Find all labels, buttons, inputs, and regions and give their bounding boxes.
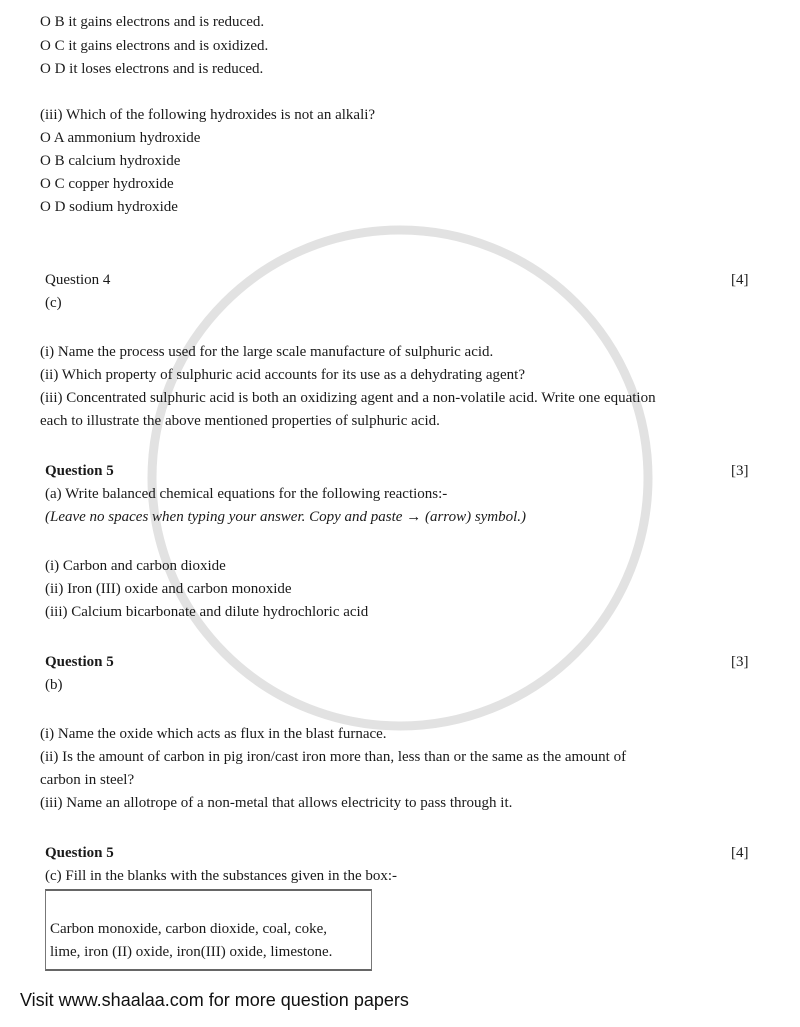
box-line: lime, iron (II) oxide, iron(III) oxide, limestone.	[50, 944, 333, 960]
question-line: carbon in steel?	[40, 772, 135, 788]
question-line: (iii) Concentrated sulphuric acid is both an oxidizing agent and a non-volatile acid. Write one equation	[40, 390, 656, 406]
question-line: (ii) Is the amount of carbon in pig iron/cast iron more than, less than or the same as the amount of	[40, 749, 627, 765]
marks: [3]	[731, 463, 749, 479]
option-b: O B calcium hydroxide	[40, 153, 181, 169]
question-line: (ii) Iron (III) oxide and carbon monoxide	[45, 581, 292, 597]
marks: [3]	[731, 654, 749, 670]
question-line: (iii) Calcium bicarbonate and dilute hydrochloric acid	[45, 604, 369, 620]
substances-box	[45, 889, 372, 971]
question-intro: (a) Write balanced chemical equations for the following reactions:-	[45, 486, 448, 502]
question-line: (i) Carbon and carbon dioxide	[45, 558, 226, 574]
marks: [4]	[731, 845, 749, 861]
question-line: (i) Name the oxide which acts as flux in the blast furnace.	[40, 726, 387, 742]
question-intro: (c) Fill in the blanks with the substances given in the box:-	[45, 868, 398, 884]
option-b: O B it gains electrons and is reduced.	[40, 14, 265, 30]
option-d: O D sodium hydroxide	[40, 199, 178, 215]
question-title: Question 4	[45, 272, 111, 288]
question-line: (ii) Which property of sulphuric acid accounts for its use as a dehydrating agent?	[40, 367, 525, 383]
footer-link-text: Visit www.shaalaa.com for more question papers	[20, 990, 409, 1010]
question-title: Question 5	[45, 463, 114, 479]
question-title: Question 5	[45, 654, 114, 670]
marks: [4]	[731, 272, 749, 288]
question-part: (c)	[45, 295, 62, 311]
option-c: O C it gains electrons and is oxidized.	[40, 38, 269, 54]
question-text: (iii) Which of the following hydroxides is not an alkali?	[40, 107, 376, 123]
question-line: each to illustrate the above mentioned properties of sulphuric acid.	[40, 413, 440, 429]
question-line: (i) Name the process used for the large scale manufacture of sulphuric acid.	[40, 344, 494, 360]
answer-note: (Leave no spaces when typing your answer. Copy and paste → (arrow) symbol.)	[45, 509, 527, 525]
question-title: Question 5	[45, 845, 114, 861]
option-a: O A ammonium hydroxide	[40, 130, 201, 146]
question-part: (b)	[45, 677, 63, 693]
option-c: O C copper hydroxide	[40, 176, 174, 192]
box-line: Carbon monoxide, carbon dioxide, coal, coke,	[50, 921, 328, 937]
option-d: O D it loses electrons and is reduced.	[40, 61, 264, 77]
question-line: (iii) Name an allotrope of a non-metal that allows electricity to pass through it.	[40, 795, 513, 811]
